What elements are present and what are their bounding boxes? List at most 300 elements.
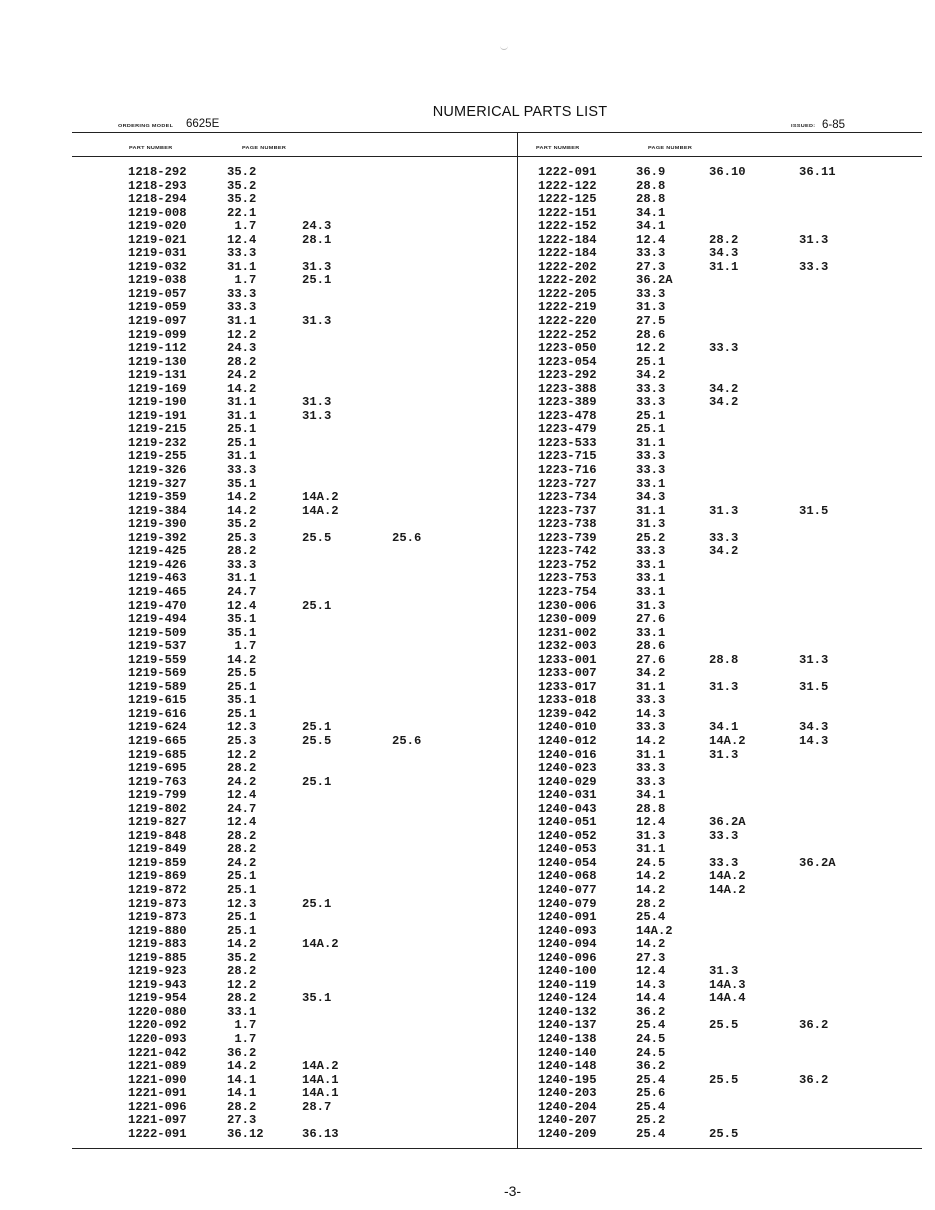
right-part-number-header: PART NUMBER: [536, 145, 580, 151]
table-row: [0, 532, 935, 546]
page-ref-1: 35.1: [227, 476, 257, 491]
table-row: [0, 600, 935, 614]
page-ref-3: 31.3: [799, 232, 829, 247]
table-row: [0, 234, 935, 248]
part-number: 1219-923: [128, 964, 187, 979]
page-ref-2: 31.3: [302, 314, 332, 329]
table-row: [0, 898, 935, 912]
part-number: 1220-092: [128, 1018, 187, 1033]
table-row: [0, 301, 935, 315]
page-ref-3: 25.6: [392, 530, 422, 545]
part-number: 1219-883: [128, 937, 187, 952]
table-row: [0, 1101, 935, 1115]
page-ref-2: 31.3: [709, 964, 739, 979]
page-ref-1: 24.3: [227, 341, 257, 356]
part-number: 1240-079: [538, 896, 597, 911]
page-ref-2: 36.13: [302, 1126, 339, 1141]
part-number: 1240-054: [538, 855, 597, 870]
part-number: 1240-195: [538, 1072, 597, 1087]
part-number: 1240-137: [538, 1018, 597, 1033]
part-number: 1240-204: [538, 1099, 597, 1114]
part-number: 1223-292: [538, 368, 597, 383]
table-row: [0, 735, 935, 749]
page-ref-1: 33.3: [227, 300, 257, 315]
page-ref-2: 14A.2: [709, 869, 746, 884]
page-ref-2: 31.3: [302, 259, 332, 274]
page-ref-2: 31.3: [302, 395, 332, 410]
part-number: 1219-425: [128, 544, 187, 559]
page-ref-2: 25.5: [709, 1126, 739, 1141]
page-ref-1: 1.7: [227, 1032, 257, 1046]
table-row: [0, 423, 935, 437]
part-number: 1240-051: [538, 815, 597, 830]
page-ref-1: 12.4: [636, 964, 666, 979]
table-row: [0, 329, 935, 343]
page-ref-2: 25.5: [302, 530, 332, 545]
table-row: [0, 1033, 935, 1047]
table-row: [0, 925, 935, 939]
part-number: 1219-326: [128, 463, 187, 478]
part-number: 1219-255: [128, 449, 187, 464]
part-number: 1219-569: [128, 666, 187, 681]
issued-value: 6-85: [822, 119, 846, 131]
part-number: 1219-021: [128, 232, 187, 247]
table-row: [0, 721, 935, 735]
page-ref-1: 33.1: [227, 1004, 257, 1019]
page-ref-2: 34.2: [709, 381, 739, 396]
page-ref-1: 31.3: [636, 828, 666, 843]
page-ref-1: 33.1: [636, 584, 666, 599]
page-ref-1: 31.3: [636, 300, 666, 315]
table-row: [0, 992, 935, 1006]
page-ref-3: 36.2A: [799, 855, 836, 870]
part-number: 1219-873: [128, 896, 187, 911]
page-ref-1: 25.4: [636, 1099, 666, 1114]
page-ref-1: 28.8: [636, 178, 666, 193]
page-ref-1: 27.6: [636, 652, 666, 667]
part-number: 1223-479: [538, 422, 597, 437]
page-ref-2: 14A.1: [302, 1072, 339, 1087]
page-ref-1: 31.1: [227, 571, 257, 586]
part-number: 1223-716: [538, 463, 597, 478]
page-ref-1: 34.2: [636, 368, 666, 383]
part-number: 1219-665: [128, 733, 187, 748]
page-ref-1: 1.7: [227, 639, 257, 654]
part-number: 1219-873: [128, 910, 187, 925]
page-ref-1: 33.1: [636, 476, 666, 491]
part-number: 1219-020: [128, 219, 187, 234]
page-ref-1: 12.2: [227, 747, 257, 762]
issued-label: ISSUED:: [791, 123, 816, 129]
part-number: 1222-219: [538, 300, 597, 315]
page-ref-2: 14A.2: [302, 503, 339, 518]
page-ref-1: 33.3: [636, 693, 666, 708]
page-ref-1: 27.3: [636, 259, 666, 274]
table-row: [0, 681, 935, 695]
page-ref-1: 34.1: [636, 219, 666, 234]
page-ref-1: 12.4: [227, 815, 257, 830]
part-number: 1221-096: [128, 1099, 187, 1114]
part-number: 1219-616: [128, 706, 187, 721]
part-number: 1222-205: [538, 286, 597, 301]
page-ref-2: 14A.2: [709, 733, 746, 748]
page-ref-1: 31.1: [636, 503, 666, 518]
page-ref-1: 14.2: [227, 490, 257, 505]
table-row: [0, 180, 935, 194]
part-number: 1219-059: [128, 300, 187, 315]
page-ref-1: 25.4: [636, 910, 666, 925]
table-row: [0, 315, 935, 329]
table-row: [0, 193, 935, 207]
page-ref-1: 33.3: [636, 286, 666, 301]
page-ref-1: 25.1: [636, 408, 666, 423]
page-ref-1: 36.2: [636, 1004, 666, 1019]
page-ref-2: 25.1: [302, 774, 332, 789]
part-number: 1222-122: [538, 178, 597, 193]
part-number: 1223-054: [538, 354, 597, 369]
page-ref-1: 1.7: [227, 1018, 257, 1033]
table-row: [0, 288, 935, 302]
part-number: 1240-029: [538, 774, 597, 789]
table-row: [0, 843, 935, 857]
page-ref-1: 25.1: [227, 679, 257, 694]
table-row: [0, 261, 935, 275]
page-ref-1: 24.2: [227, 368, 257, 383]
page-ref-1: 25.2: [636, 530, 666, 545]
page-ref-2: 14A.4: [709, 991, 746, 1006]
table-row: [0, 613, 935, 627]
page-ref-1: 25.1: [227, 435, 257, 450]
page-ref-1: 31.1: [227, 259, 257, 274]
ordering-model-value: 6625E: [186, 118, 220, 130]
page-ref-2: 14A.3: [709, 977, 746, 992]
page-ref-2: 31.3: [709, 747, 739, 762]
table-row: [0, 437, 935, 451]
page-ref-1: 33.3: [636, 395, 666, 410]
page-ref-2: 35.1: [302, 991, 332, 1006]
part-number: 1222-202: [538, 259, 597, 274]
part-number: 1240-138: [538, 1032, 597, 1046]
page-ref-1: 25.1: [227, 869, 257, 884]
page-ref-3: 31.5: [799, 679, 829, 694]
page-ref-1: 28.6: [636, 327, 666, 342]
part-number: 1219-327: [128, 476, 187, 491]
part-number: 1219-465: [128, 584, 187, 599]
page-ref-1: 1.7: [227, 219, 257, 234]
page-ref-1: 35.2: [227, 178, 257, 193]
page-ref-2: 34.3: [709, 246, 739, 261]
table-row: [0, 857, 935, 871]
table-row: [0, 789, 935, 803]
page-ref-1: 25.3: [227, 733, 257, 748]
page-ref-1: 35.1: [227, 693, 257, 708]
part-number: 1219-169: [128, 381, 187, 396]
page-ref-2: 33.3: [709, 855, 739, 870]
part-number: 1221-042: [128, 1045, 187, 1060]
page-ref-1: 27.3: [636, 950, 666, 965]
part-number: 1219-802: [128, 801, 187, 816]
table-row: [0, 1060, 935, 1074]
page-ref-1: 33.3: [636, 381, 666, 396]
part-number: 1219-559: [128, 652, 187, 667]
part-number: 1219-392: [128, 530, 187, 545]
page-ref-1: 25.1: [227, 882, 257, 897]
part-number: 1218-293: [128, 178, 187, 193]
page-ref-1: 33.3: [636, 246, 666, 261]
page-ref-2: 14A.1: [302, 1086, 339, 1101]
page-ref-1: 28.2: [227, 761, 257, 776]
table-row: [0, 464, 935, 478]
part-number: 1219-190: [128, 395, 187, 410]
page-ref-1: 24.5: [636, 1032, 666, 1046]
page-ref-2: 31.3: [709, 503, 739, 518]
part-number: 1223-752: [538, 557, 597, 572]
part-number: 1221-091: [128, 1086, 187, 1101]
table-row: [0, 870, 935, 884]
part-number: 1223-533: [538, 435, 597, 450]
table-row: [0, 884, 935, 898]
page-ref-1: 28.2: [227, 964, 257, 979]
table-row: [0, 572, 935, 586]
table-row: [0, 667, 935, 681]
part-number: 1240-203: [538, 1086, 597, 1101]
page-ref-1: 31.1: [227, 449, 257, 464]
header-rule-columns: [72, 156, 922, 157]
part-number: 1239-042: [538, 706, 597, 721]
page-ref-3: 36.2: [799, 1072, 829, 1087]
part-number: 1231-002: [538, 625, 597, 640]
page-ref-1: 33.1: [636, 557, 666, 572]
page-title: NUMERICAL PARTS LIST: [432, 104, 608, 120]
page-ref-1: 12.4: [636, 232, 666, 247]
part-number: 1222-152: [538, 219, 597, 234]
page-ref-1: 33.1: [636, 571, 666, 586]
part-number: 1223-727: [538, 476, 597, 491]
page-ref-2: 25.1: [302, 273, 332, 288]
part-number: 1219-799: [128, 788, 187, 803]
table-row: [0, 830, 935, 844]
page-ref-1: 34.1: [636, 205, 666, 220]
page-ref-1: 31.1: [227, 314, 257, 329]
page-ref-2: 25.5: [709, 1072, 739, 1087]
part-number: 1219-885: [128, 950, 187, 965]
part-number: 1233-001: [538, 652, 597, 667]
page-ref-2: 25.5: [302, 733, 332, 748]
part-number: 1219-232: [128, 435, 187, 450]
page-ref-1: 22.1: [227, 205, 257, 220]
page-ref-2: 25.5: [709, 1018, 739, 1033]
page-ref-1: 25.1: [636, 354, 666, 369]
page-ref-1: 33.3: [636, 449, 666, 464]
page-ref-2: 33.3: [709, 530, 739, 545]
page-ref-1: 24.2: [227, 855, 257, 870]
page-ref-1: 25.6: [636, 1086, 666, 1101]
page-ref-1: 25.1: [227, 706, 257, 721]
page-ref-3: 31.5: [799, 503, 829, 518]
page-ref-2: 31.3: [302, 408, 332, 423]
part-number: 1219-943: [128, 977, 187, 992]
table-row: [0, 207, 935, 221]
part-number: 1222-091: [538, 165, 597, 179]
page-ref-1: 35.1: [227, 612, 257, 627]
page-ref-1: 24.7: [227, 584, 257, 599]
part-number: 1232-003: [538, 639, 597, 654]
table-row: [0, 247, 935, 261]
page-ref-3: 14.3: [799, 733, 829, 748]
part-number: 1240-140: [538, 1045, 597, 1060]
page-ref-1: 14.2: [636, 733, 666, 748]
page-ref-1: 25.2: [636, 1113, 666, 1128]
page-ref-1: 14.1: [227, 1086, 257, 1101]
table-row: [0, 803, 935, 817]
page-ref-1: 24.5: [636, 855, 666, 870]
left-part-number-header: PART NUMBER: [129, 145, 173, 151]
part-number: 1219-130: [128, 354, 187, 369]
page-ref-1: 28.2: [227, 1099, 257, 1114]
table-row: [0, 450, 935, 464]
page-ref-1: 25.5: [227, 666, 257, 681]
page-ref-1: 33.3: [636, 774, 666, 789]
page-ref-1: 31.3: [636, 598, 666, 613]
part-number: 1233-007: [538, 666, 597, 681]
part-number: 1219-685: [128, 747, 187, 762]
scan-speck: [500, 46, 508, 50]
table-row: [0, 586, 935, 600]
page-ref-1: 34.2: [636, 666, 666, 681]
page-ref-1: 12.4: [636, 815, 666, 830]
table-row: [0, 694, 935, 708]
part-number: 1219-463: [128, 571, 187, 586]
part-number: 1240-119: [538, 977, 597, 992]
part-number: 1219-954: [128, 991, 187, 1006]
table-row: [0, 627, 935, 641]
part-number: 1230-006: [538, 598, 597, 613]
page-ref-1: 14.2: [227, 381, 257, 396]
page-ref-1: 33.3: [636, 761, 666, 776]
part-number: 1223-738: [538, 517, 597, 532]
part-number: 1219-191: [128, 408, 187, 423]
table-row: [0, 518, 935, 532]
page-ref-2: 24.3: [302, 219, 332, 234]
page-ref-1: 14.2: [636, 937, 666, 952]
part-number: 1223-388: [538, 381, 597, 396]
page-ref-1: 14.2: [227, 503, 257, 518]
page-ref-1: 14.3: [636, 706, 666, 721]
part-number: 1219-215: [128, 422, 187, 437]
part-number: 1222-125: [538, 192, 597, 207]
page-ref-1: 33.3: [636, 544, 666, 559]
part-number: 1240-096: [538, 950, 597, 965]
part-number: 1223-734: [538, 490, 597, 505]
part-number: 1233-018: [538, 693, 597, 708]
table-row: [0, 952, 935, 966]
page-ref-1: 24.2: [227, 774, 257, 789]
part-number: 1219-099: [128, 327, 187, 342]
page-ref-2: 36.10: [709, 165, 746, 179]
part-number: 1240-012: [538, 733, 597, 748]
part-number: 1222-252: [538, 327, 597, 342]
page-ref-1: 33.3: [636, 720, 666, 735]
table-row: [0, 342, 935, 356]
page-ref-2: 28.2: [709, 232, 739, 247]
page-ref-1: 28.6: [636, 639, 666, 654]
table-row: [0, 1114, 935, 1128]
table-row: [0, 911, 935, 925]
part-number: 1219-537: [128, 639, 187, 654]
part-number: 1240-124: [538, 991, 597, 1006]
part-number: 1222-091: [128, 1126, 187, 1141]
page-ref-1: 33.1: [636, 625, 666, 640]
page-ref-1: 34.1: [636, 788, 666, 803]
table-row: [0, 220, 935, 234]
page-ref-1: 35.2: [227, 192, 257, 207]
part-number: 1219-615: [128, 693, 187, 708]
part-number: 1222-184: [538, 246, 597, 261]
page-ref-1: 14.4: [636, 991, 666, 1006]
page-ref-2: 14A.2: [302, 937, 339, 952]
page-ref-1: 12.4: [227, 598, 257, 613]
table-row: [0, 1087, 935, 1101]
page-ref-1: 31.1: [636, 842, 666, 857]
page-ref-1: 28.2: [227, 828, 257, 843]
table-row: [0, 1006, 935, 1020]
table-row: [0, 396, 935, 410]
page-ref-1: 12.3: [227, 896, 257, 911]
page-ref-2: 25.1: [302, 720, 332, 735]
table-row: [0, 1128, 935, 1142]
part-number: 1219-359: [128, 490, 187, 505]
table-row: [0, 640, 935, 654]
table-row: [0, 274, 935, 288]
table-row: [0, 383, 935, 397]
page-ref-1: 14.2: [636, 869, 666, 884]
page-ref-1: 14.2: [227, 652, 257, 667]
part-number: 1218-294: [128, 192, 187, 207]
page-ref-1: 25.4: [636, 1018, 666, 1033]
part-number: 1240-016: [538, 747, 597, 762]
part-number: 1219-470: [128, 598, 187, 613]
part-number: 1219-624: [128, 720, 187, 735]
part-number: 1222-184: [538, 232, 597, 247]
part-number: 1240-031: [538, 788, 597, 803]
table-row: [0, 166, 935, 180]
part-number: 1219-097: [128, 314, 187, 329]
part-number: 1219-131: [128, 368, 187, 383]
page-ref-1: 25.4: [636, 1126, 666, 1141]
page-ref-2: 36.2A: [709, 815, 746, 830]
page-ref-1: 31.1: [636, 435, 666, 450]
part-number: 1240-209: [538, 1126, 597, 1141]
page-ref-1: 33.3: [227, 463, 257, 478]
part-number: 1218-292: [128, 165, 187, 179]
part-number: 1221-097: [128, 1113, 187, 1128]
part-number: 1219-426: [128, 557, 187, 572]
part-number: 1219-849: [128, 842, 187, 857]
page-ref-2: 25.1: [302, 896, 332, 911]
page-ref-2: 28.7: [302, 1099, 332, 1114]
page-ref-1: 25.1: [227, 923, 257, 938]
part-number: 1219-384: [128, 503, 187, 518]
page-ref-1: 31.3: [636, 517, 666, 532]
part-number: 1221-090: [128, 1072, 187, 1087]
part-number: 1240-100: [538, 964, 597, 979]
page-ref-1: 35.2: [227, 950, 257, 965]
page-ref-1: 12.4: [227, 232, 257, 247]
page-ref-1: 28.8: [636, 801, 666, 816]
page-ref-2: 14A.2: [302, 490, 339, 505]
page-ref-1: 28.2: [227, 842, 257, 857]
page-ref-1: 28.2: [227, 544, 257, 559]
